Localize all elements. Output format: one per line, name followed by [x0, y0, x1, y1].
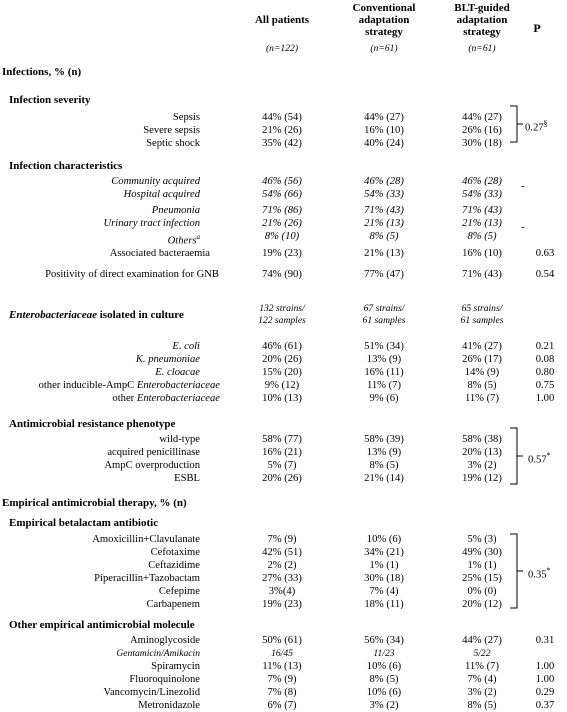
row-label: E. cloacae — [155, 367, 200, 378]
row-p-value: 0.63 — [535, 248, 555, 259]
row-label: Others$^a$ — [167, 233, 200, 247]
row-value-blt: 30% (18) — [462, 138, 502, 149]
row-p-value: 0.27§ — [525, 119, 548, 134]
row-value-conventional: 10% (6) — [366, 661, 402, 672]
row-label: wild-type — [159, 434, 200, 445]
row-value-blt: 5% (3) — [467, 534, 497, 545]
row-value-conventional: 56% (34) — [364, 635, 404, 646]
header-conventional-line2: adaptation — [358, 14, 410, 26]
row-value-all: 5% (7) — [267, 460, 297, 471]
row-value-conventional: 7% (4) — [369, 586, 399, 597]
row-value-all: 74% (90) — [262, 269, 302, 280]
row-value-blt: 5/22 — [473, 648, 491, 659]
row-value-conventional: 58% (39) — [364, 434, 404, 445]
row-p-value: 1.00 — [535, 661, 555, 672]
row-value-blt: 49% (30) — [462, 547, 502, 558]
row-p-value: 1.00 — [535, 393, 555, 404]
row-value-all: 19% (23) — [262, 248, 302, 259]
row-value-blt: 11% (7) — [464, 393, 500, 404]
row-value-blt: 8% (5) — [467, 231, 497, 242]
row-label: Piperacillin+Tazobactam — [94, 573, 200, 584]
row-value-conventional: 13% (9) — [366, 447, 402, 458]
row-value-all: 3%(4) — [268, 586, 296, 597]
row-p-value: - — [521, 181, 525, 192]
row-value-conventional: 21% (14) — [364, 473, 404, 484]
row-value-all: 27% (33) — [262, 573, 302, 584]
row-label: Metronidazole — [138, 700, 200, 711]
row-value-all: 9% (12) — [264, 380, 300, 391]
row-value-blt: 44% (27) — [462, 112, 502, 123]
row-value-blt: 1% (1) — [467, 560, 497, 571]
row-p-value: 0.21 — [535, 341, 555, 352]
row-value-all: 46% (56) — [262, 176, 302, 187]
header-all-patients: All patients — [254, 14, 310, 26]
row-value-conventional: 51% (34) — [364, 341, 404, 352]
header-blt-line1: BLT-guided — [454, 2, 510, 14]
row-value-all: 8% (10) — [264, 231, 300, 242]
row-label: Pneumonia — [151, 205, 200, 216]
row-value-conventional: 21% (13) — [364, 218, 404, 229]
row-label: Urinary tract infection — [103, 218, 200, 229]
row-value-conventional: 21% (13) — [364, 248, 404, 259]
row-label: other Enterobacteriaceae — [112, 393, 220, 404]
row-value-conventional: 8% (5) — [369, 674, 399, 685]
row-value-blt: 71% (43) — [462, 269, 502, 280]
row-value-conventional: 16% (10) — [364, 125, 404, 136]
row-label: other inducible-AmpC Enterobacteriaceae — [38, 380, 220, 391]
row-value-conventional: 9% (6) — [369, 393, 399, 404]
row-value-all: 71% (86) — [262, 205, 302, 216]
row-value-blt: 20% (12) — [462, 599, 502, 610]
row-value-blt: 8% (5) — [467, 700, 497, 711]
header-p: P — [533, 21, 541, 35]
row-value-blt: 7% (4) — [467, 674, 497, 685]
row-value-all: 21% (26) — [262, 125, 302, 136]
bracket-resistance — [510, 428, 523, 484]
row-label: Cefepime — [158, 586, 200, 597]
row-value-blt: 46% (28) — [462, 176, 502, 187]
row-value-conventional: 54% (33) — [364, 189, 404, 200]
row-label: Fluoroquinolone — [129, 674, 200, 685]
row-value-all: 16/45 — [271, 648, 293, 659]
row-value-conventional: 11/23 — [373, 648, 395, 659]
row-label: Amoxicillin+Clavulanate — [92, 534, 200, 545]
row-label: Hospital acquired — [123, 189, 200, 200]
row-value-all: 46% (61) — [262, 341, 302, 352]
entero-count-blt-1: 65 strains/ — [461, 303, 503, 314]
entero-count-blt-2: 61 samples — [460, 315, 504, 326]
section-infection-severity: Infection severity — [9, 94, 91, 106]
row-value-conventional: 77% (47) — [364, 269, 404, 280]
row-p-value: 0.75 — [535, 380, 555, 391]
row-label: Positivity of direct examination for GNB — [45, 269, 219, 280]
row-value-conventional: 71% (43) — [364, 205, 404, 216]
row-value-blt: 16% (10) — [462, 248, 502, 259]
row-label: Sepsis — [172, 112, 200, 123]
row-label: AmpC overproduction — [104, 460, 200, 471]
row-p-value: 1.00 — [535, 674, 555, 685]
row-value-all: 21% (26) — [262, 218, 302, 229]
row-value-all: 2% (2) — [267, 560, 297, 571]
header-n-all: (n=122) — [265, 43, 299, 54]
row-label: E. coli — [172, 341, 200, 352]
row-label: Aminoglycoside — [129, 635, 200, 646]
row-label: Severe sepsis — [143, 125, 200, 136]
row-p-value: 0.08 — [535, 354, 555, 365]
row-label: Vancomycin/Linezolid — [103, 687, 200, 698]
header-blt-line3: strategy — [463, 26, 501, 38]
row-p-value: 0.31 — [535, 635, 555, 646]
row-value-blt: 26% (16) — [462, 125, 502, 136]
row-label: Spiramycin — [151, 661, 200, 672]
row-value-all: 50% (61) — [262, 635, 302, 646]
row-value-blt: 54% (33) — [462, 189, 502, 200]
row-value-all: 7% (9) — [267, 674, 297, 685]
row-value-all: 35% (42) — [262, 138, 302, 149]
row-value-all: 11% (13) — [262, 661, 302, 672]
row-value-blt: 44% (27) — [462, 635, 502, 646]
row-label: Cefotaxime — [150, 547, 200, 558]
row-value-conventional: 3% (2) — [369, 700, 399, 711]
row-value-blt: 19% (12) — [462, 473, 502, 484]
row-p-value: 0.80 — [535, 367, 555, 378]
row-value-conventional: 11% (7) — [366, 380, 402, 391]
entero-count-conv-1: 67 strains/ — [363, 303, 405, 314]
row-value-blt: 3% (2) — [467, 687, 497, 698]
row-value-conventional: 16% (11) — [364, 367, 404, 378]
row-p-value: 0.35* — [528, 566, 551, 581]
row-value-conventional: 8% (5) — [369, 460, 399, 471]
row-value-conventional: 13% (9) — [366, 354, 402, 365]
row-label: ESBL — [174, 473, 200, 484]
row-label: Gentamicin/Amikacin — [116, 648, 200, 659]
section-infections: Infections, % (n) — [2, 66, 82, 78]
row-value-all: 42% (51) — [262, 547, 302, 558]
entero-count-conv-2: 61 samples — [362, 315, 406, 326]
row-value-blt: 8% (5) — [467, 380, 497, 391]
row-value-conventional: 10% (6) — [366, 534, 402, 545]
row-p-value: 0.57* — [528, 451, 551, 466]
row-value-all: 7% (8) — [267, 687, 297, 698]
entero-count-all-1: 132 strains/ — [259, 303, 305, 314]
row-value-blt: 21% (13) — [462, 218, 502, 229]
header-blt-line2: adaptation — [456, 14, 508, 26]
row-value-blt: 3% (2) — [467, 460, 497, 471]
row-value-all: 16% (21) — [262, 447, 302, 458]
header-n-conv: (n=61) — [370, 43, 398, 54]
row-value-all: 20% (26) — [262, 473, 302, 484]
header-conventional-line1: Conventional — [352, 2, 416, 14]
row-value-conventional: 44% (27) — [364, 112, 404, 123]
row-label: acquired penicillinase — [107, 447, 200, 458]
row-label: K. pneumoniae — [135, 354, 200, 365]
row-value-all: 10% (13) — [262, 393, 302, 404]
entero-count-all-2: 122 samples — [258, 315, 306, 326]
row-p-value: 0.37 — [535, 700, 555, 711]
row-p-value: - — [521, 222, 525, 233]
row-value-blt: 71% (43) — [462, 205, 502, 216]
row-value-conventional: 30% (18) — [364, 573, 404, 584]
section-resistance-phenotype: Antimicrobial resistance phenotype — [9, 418, 176, 430]
row-value-conventional: 10% (6) — [366, 687, 402, 698]
row-value-blt: 41% (27) — [462, 341, 502, 352]
row-value-conventional: 46% (28) — [364, 176, 404, 187]
bracket-betalactam — [510, 534, 523, 608]
header-n-blt: (n=61) — [468, 43, 496, 54]
row-value-conventional: 8% (5) — [369, 231, 399, 242]
row-value-all: 54% (66) — [262, 189, 302, 200]
row-value-blt: 14% (9) — [464, 367, 500, 378]
row-p-value: 0.54 — [535, 269, 555, 280]
row-value-blt: 20% (13) — [462, 447, 502, 458]
row-value-all: 58% (77) — [262, 434, 302, 445]
row-value-conventional: 40% (24) — [364, 138, 404, 149]
row-value-blt: 0% (0) — [467, 586, 497, 597]
row-value-blt: 58% (38) — [462, 434, 502, 445]
row-label: Associated bacteraemia — [109, 248, 210, 259]
row-value-all: 20% (26) — [262, 354, 302, 365]
row-value-blt: 11% (7) — [464, 661, 500, 672]
row-label: Carbapenem — [146, 599, 200, 610]
section-other-molecule: Other empirical antimicrobial molecule — [9, 619, 195, 631]
row-value-all: 7% (9) — [267, 534, 297, 545]
row-value-all: 19% (23) — [262, 599, 302, 610]
row-label: Ceftazidime — [148, 560, 200, 571]
row-value-blt: 26% (17) — [462, 354, 502, 365]
header-conventional-line3: strategy — [365, 26, 403, 38]
section-infection-characteristics: Infection characteristics — [9, 160, 123, 172]
row-value-conventional: 1% (1) — [369, 560, 399, 571]
section-empirical-betalactam: Empirical betalactam antibiotic — [9, 517, 159, 529]
section-empirical-therapy: Empirical antimicrobial therapy, % (n) — [2, 497, 187, 509]
section-enterobacteriaceae: Enterobacteriaceae isolated in culture — [9, 309, 184, 321]
row-value-all: 44% (54) — [262, 112, 302, 123]
row-value-all: 6% (7) — [267, 700, 297, 711]
row-label: Septic shock — [146, 138, 200, 149]
row-value-conventional: 18% (11) — [364, 599, 404, 610]
row-p-value: 0.29 — [535, 687, 555, 698]
bracket-severity — [510, 106, 523, 142]
row-value-blt: 25% (15) — [462, 573, 502, 584]
row-value-all: 15% (20) — [262, 367, 302, 378]
row-label: Community acquired — [111, 176, 200, 187]
row-value-conventional: 34% (21) — [364, 547, 404, 558]
